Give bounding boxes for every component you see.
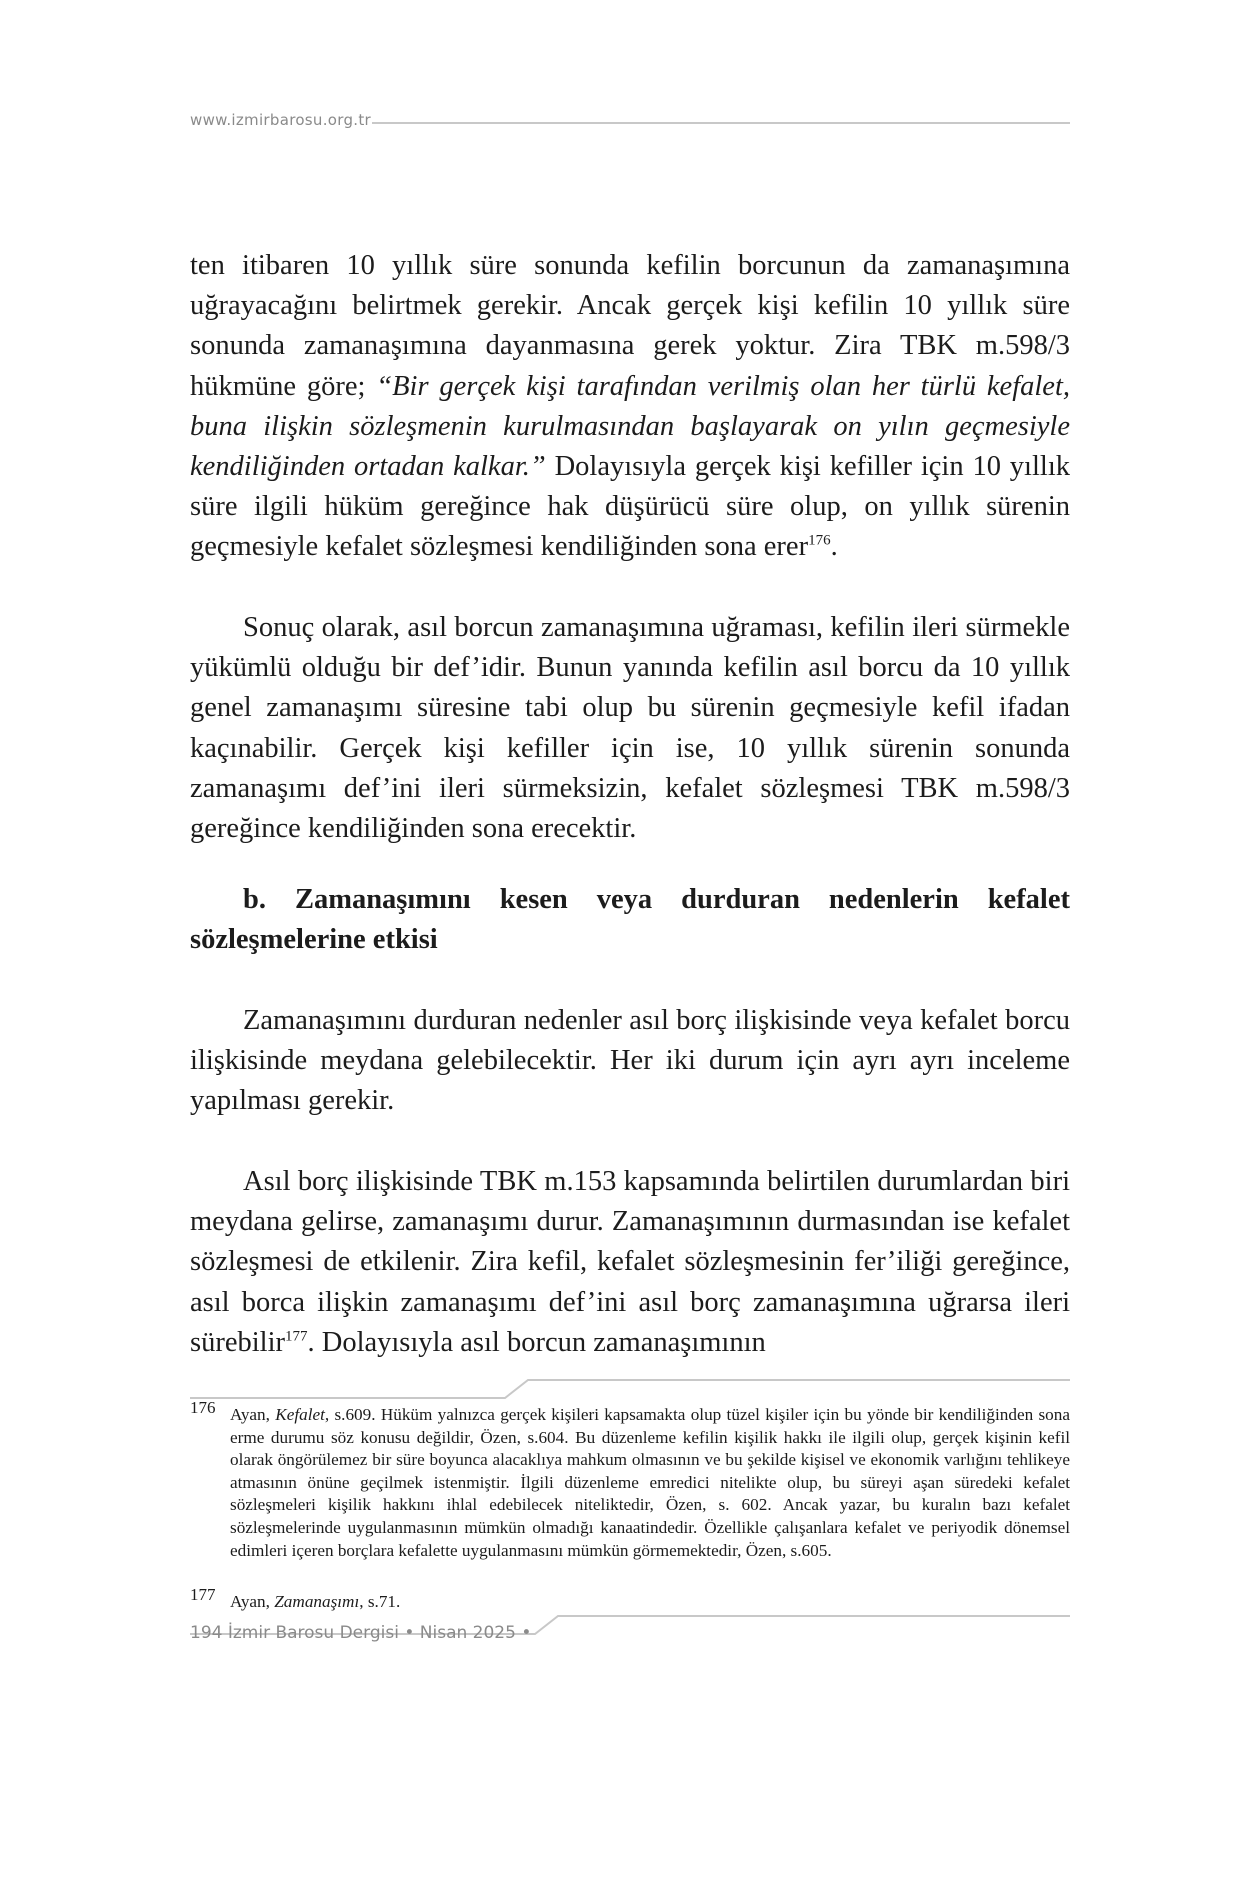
footnote-177-text: , s.71. (359, 1592, 401, 1611)
section-heading: b. Zamanaşımını kesen veya durduran nedenlerin kefalet sözleşmelerine etkisi (190, 884, 1070, 956)
footnote-177-number: 177 (190, 1585, 216, 1604)
footnote-176 (230, 1404, 1070, 1562)
paragraph-3: Zamanaşımını durduran nedenler asıl borç ilişkisinde veya kefalet borcu ilişkisinde meydana gelebilecektir. Her iki durum için ayrı ayrı inceleme yapılması gerekir. (190, 1005, 1070, 1117)
footnote-ref-176[interactable]: 176 (808, 532, 831, 549)
footnote-separator (190, 1378, 1070, 1400)
footnote-176-work: Kefalet (275, 1405, 325, 1424)
paragraph-4 (190, 1162, 1070, 1363)
footnote-176-text: , s.609. Hüküm yalnızca gerçek kişileri kapsamakta olup tüzel kişiler için bu yönde bir kendiliğinden sona erme durumu söz konusu değildir, Özen, s.604. Bu düzenleme kefilin kişilik hakkı ile ilgili olup, gerçek kişinin kefil olarak öngörülemez bir süre boyunca alacaklıya mahkum olmasının ve bu şekilde kişisel ve ekonomik varlığını tehlikeye atmasının önüne geçilmek istenmiştir. İlgili düzenleme emredici nitelikte olup, bu süreyi aşan süredeki kefalet sözleşmeleri kişilik hakkını ihlal edebilecek niteliktedir, Özen, s. 602. Ancak yazar, bu kuralın bazı kefalet sözleşmelerinde uygulanmasının mümkün olmadığı kanaatindedir. Özellikle çalışanlara kefalet ve periyodik dönemsel edimleri içeren borçlara kefalette uygulanmasını mümkün görmemektedir, Özen, s.605. (230, 1405, 1070, 1560)
paragraph-1 (190, 246, 1070, 568)
footnote-177-author: Ayan, (230, 1592, 275, 1611)
header-rule (372, 122, 1070, 124)
header-url: www.izmirbarosu.org.tr (190, 111, 372, 129)
paragraph-1-quote: “Bir gerçek kişi tarafından verilmiş olan her türlü kefalet, buna ilişkin sözleşmenin kurulmasından başlayarak on yılın geçmesiyle kendiliğinden ortadan kalkar.” (190, 370, 1070, 483)
footer-text: 194 İzmir Barosu Dergisi • Nisan 2025 • (190, 1623, 532, 1643)
paragraph-1-text-b: Dolayısıyla gerçek kişi kefiller için 10 yıllık süre ilgili hüküm gereğince hak düşürücü süre olup, on yıllık sürenin geçmesiyle kefalet sözleşmesi kendiliğinden sona erer (190, 451, 1070, 563)
paragraph-1-end: . (830, 531, 838, 563)
footnote-177-work: Zamanaşımı (274, 1592, 360, 1611)
paragraph-4-text-a: Asıl borç ilişkisinde TBK m.153 kapsamında belirtilen durumlardan biri meydana gelirse, zamanaşımı durur. Zamanaşımının durmasından ise kefalet sözleşmesi de etkilenir. Zira kefil, kefalet sözleşmesinin fer’iliği gereğince, asıl borca ilişkin zamanaşımı def’ini asıl borç zamanaşımına uğrarsa ileri sürebilir (190, 1166, 1070, 1358)
paragraph-2: Sonuç olarak, asıl borcun zamanaşımına uğraması, kefilin ileri sürmekle yükümlü olduğu bir def’idir. Bunun yanında kefilin asıl borcu da 10 yıllık genel zamanaşımı süresine tabi olup bu sürenin geçmesiyle kefil ifadan kaçınabilir. Gerçek kişi kefiller için ise, 10 yıllık sürenin sonunda zamanaşımı def’ini ileri sürmeksizin, kefalet sözleşmesi TBK m.598/3 gereğince kendiliğinden sona erecektir. (190, 612, 1070, 845)
footnote-176-author: Ayan, (230, 1405, 276, 1424)
footnote-177 (230, 1591, 1070, 1614)
paragraph-1-text-a: ten itibaren 10 yıllık süre sonunda kefilin borcunun da zamanaşımına uğrayacağını belirtmek gerekir. Ancak gerçek kişi kefilin 10 yıllık süre sonunda zamanaşımına dayanmasına gerek yoktur. Zira TBK m.598/3 hükmüne göre; (190, 250, 1070, 402)
paragraph-4-text-b: . Dolayısıyla asıl borcun zamanaşımının (307, 1326, 766, 1358)
footnote-176-number: 176 (190, 1398, 216, 1417)
footnote-ref-177[interactable]: 177 (284, 1328, 308, 1345)
